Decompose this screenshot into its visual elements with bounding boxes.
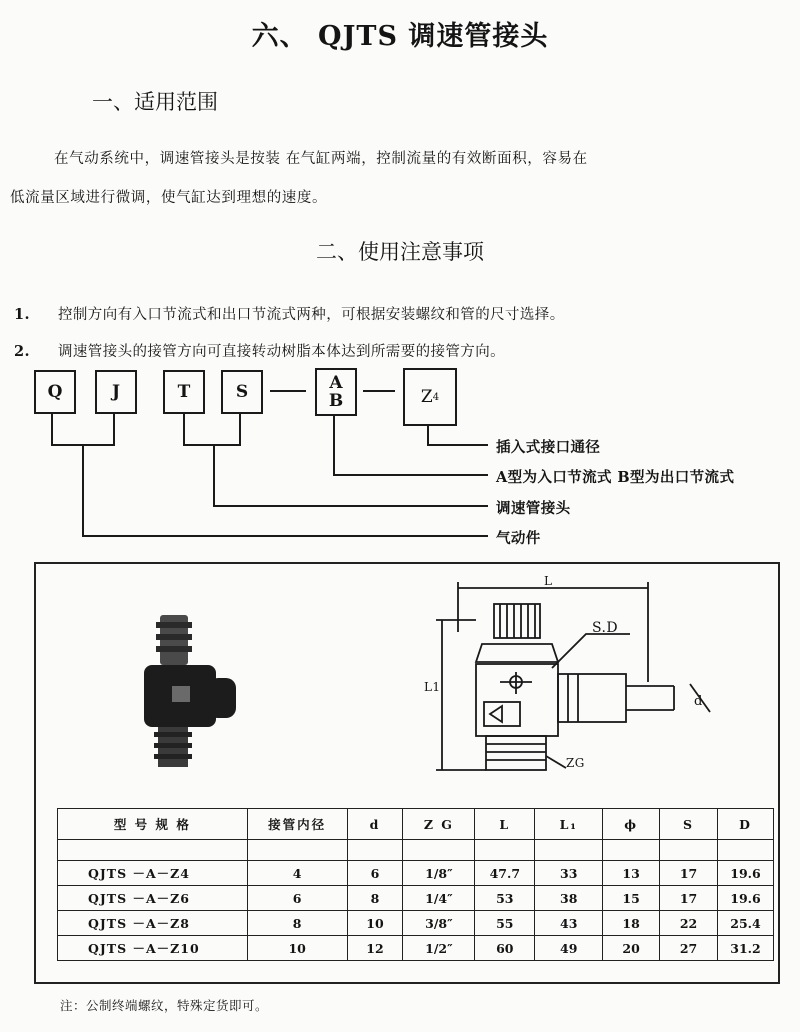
table-cell: 12: [347, 936, 403, 961]
table-cell: 8: [247, 911, 347, 936]
table-header-cell: L: [475, 809, 535, 840]
table-cell: 17: [660, 886, 718, 911]
table-header-row: [58, 809, 774, 840]
code-letter-b: B: [328, 391, 344, 411]
note-item-number: 2.: [14, 343, 30, 360]
code-box-j: J: [95, 370, 137, 414]
table-cell: 38: [535, 886, 603, 911]
table-cell: 8: [347, 886, 403, 911]
table-cell: 31.2: [717, 936, 773, 961]
table-cell: QJTS －A－Z4: [58, 861, 248, 886]
code-letter-z: Z: [420, 387, 433, 407]
code-box-t: T: [163, 370, 205, 414]
code-dash: [363, 390, 395, 392]
table-row: [58, 886, 774, 911]
table-cell: 6: [347, 861, 403, 886]
product-photo: [130, 610, 240, 780]
table-cell: 22: [660, 911, 718, 936]
table-cell: QJTS －A－Z8: [58, 911, 248, 936]
table-cell: 27: [660, 936, 718, 961]
label-l: L: [544, 574, 553, 588]
table-row: [58, 911, 774, 936]
code-z-sub: 4: [432, 391, 440, 403]
table-cell: 53: [475, 886, 535, 911]
table-cell: QJTS －A－Z6: [58, 886, 248, 911]
table-header-cell: D: [717, 809, 773, 840]
table-cell: 3/8″: [403, 911, 475, 936]
label-speed-fitting: 调速管接头: [496, 500, 571, 517]
label-throttle-type: A型为入口节流式 B型为出口节流式: [496, 469, 735, 486]
table-cell: 60: [475, 936, 535, 961]
label-bore: 插入式接口通径: [496, 439, 601, 456]
table-header-cell: Z G: [403, 809, 475, 840]
table-header-cell: L₁: [535, 809, 603, 840]
spec-table: [57, 808, 774, 961]
table-cell: 1/2″: [403, 936, 475, 961]
label-d: d: [694, 694, 703, 709]
code-dash: [270, 390, 306, 392]
table-header-cell: ϕ: [603, 809, 660, 840]
code-letter-a: A: [329, 373, 343, 393]
section-heading-notes: 二、使用注意事项: [316, 240, 484, 264]
code-box-z: [403, 368, 457, 426]
table-cell: 4: [247, 861, 347, 886]
table-spacer-row: [58, 840, 774, 861]
table-cell: 15: [603, 886, 660, 911]
table-cell: 55: [475, 911, 535, 936]
code-box-s: S: [221, 370, 263, 414]
table-cell: 43: [535, 911, 603, 936]
table-cell: 18: [603, 911, 660, 936]
note-item-text: 控制方向有入口节流式和出口节流式两种，可根据安装螺纹和管的尺寸选择。: [58, 307, 565, 323]
table-cell: 6: [247, 886, 347, 911]
note-item-number: 1.: [14, 306, 30, 323]
footnote: 注：公制终端螺纹，特殊定货即可。: [60, 998, 269, 1013]
table-cell: 19.6: [717, 861, 773, 886]
table-row: [58, 861, 774, 886]
scope-paragraph-line-1: 在气动系统中，调速管接头是按装 在气缸两端，控制流量的有效断面积，容易在: [54, 151, 588, 167]
code-box-ab: [315, 368, 357, 416]
section-heading-scope: 一、适用范围: [92, 90, 218, 114]
label-sd: S.D: [592, 620, 618, 636]
table-header-cell: 接管内径: [247, 809, 347, 840]
note-item-text: 调速管接头的接管方向可直接转动树脂本体达到所需要的接管方向。: [58, 344, 505, 360]
table-cell: 20: [603, 936, 660, 961]
table-cell: QJTS －A－Z10: [58, 936, 248, 961]
table-cell: 13: [603, 861, 660, 886]
table-row: [58, 936, 774, 961]
table-cell: 10: [247, 936, 347, 961]
table-header-cell: S: [660, 809, 718, 840]
technical-drawing: [420, 572, 730, 784]
label-zg: ZG: [566, 756, 585, 770]
table-cell: 1/8″: [403, 861, 475, 886]
scope-paragraph-line-2: 低流量区域进行微调，使气缸达到理想的速度。: [10, 190, 328, 206]
table-cell: 19.6: [717, 886, 773, 911]
table-cell: 25.4: [717, 911, 773, 936]
table-cell: 49: [535, 936, 603, 961]
table-cell: 33: [535, 861, 603, 886]
table-cell: 1/4″: [403, 886, 475, 911]
label-pneumatic: 气动件: [496, 530, 541, 547]
code-box-q: Q: [34, 370, 76, 414]
table-cell: 47.7: [475, 861, 535, 886]
label-l1: L1: [424, 680, 441, 694]
page-title: 六、 QJTS 调速管接头: [251, 21, 549, 52]
table-header-cell: 型 号 规 格: [58, 809, 248, 840]
table-cell: 10: [347, 911, 403, 936]
table-header-cell: d: [347, 809, 403, 840]
table-cell: 17: [660, 861, 718, 886]
